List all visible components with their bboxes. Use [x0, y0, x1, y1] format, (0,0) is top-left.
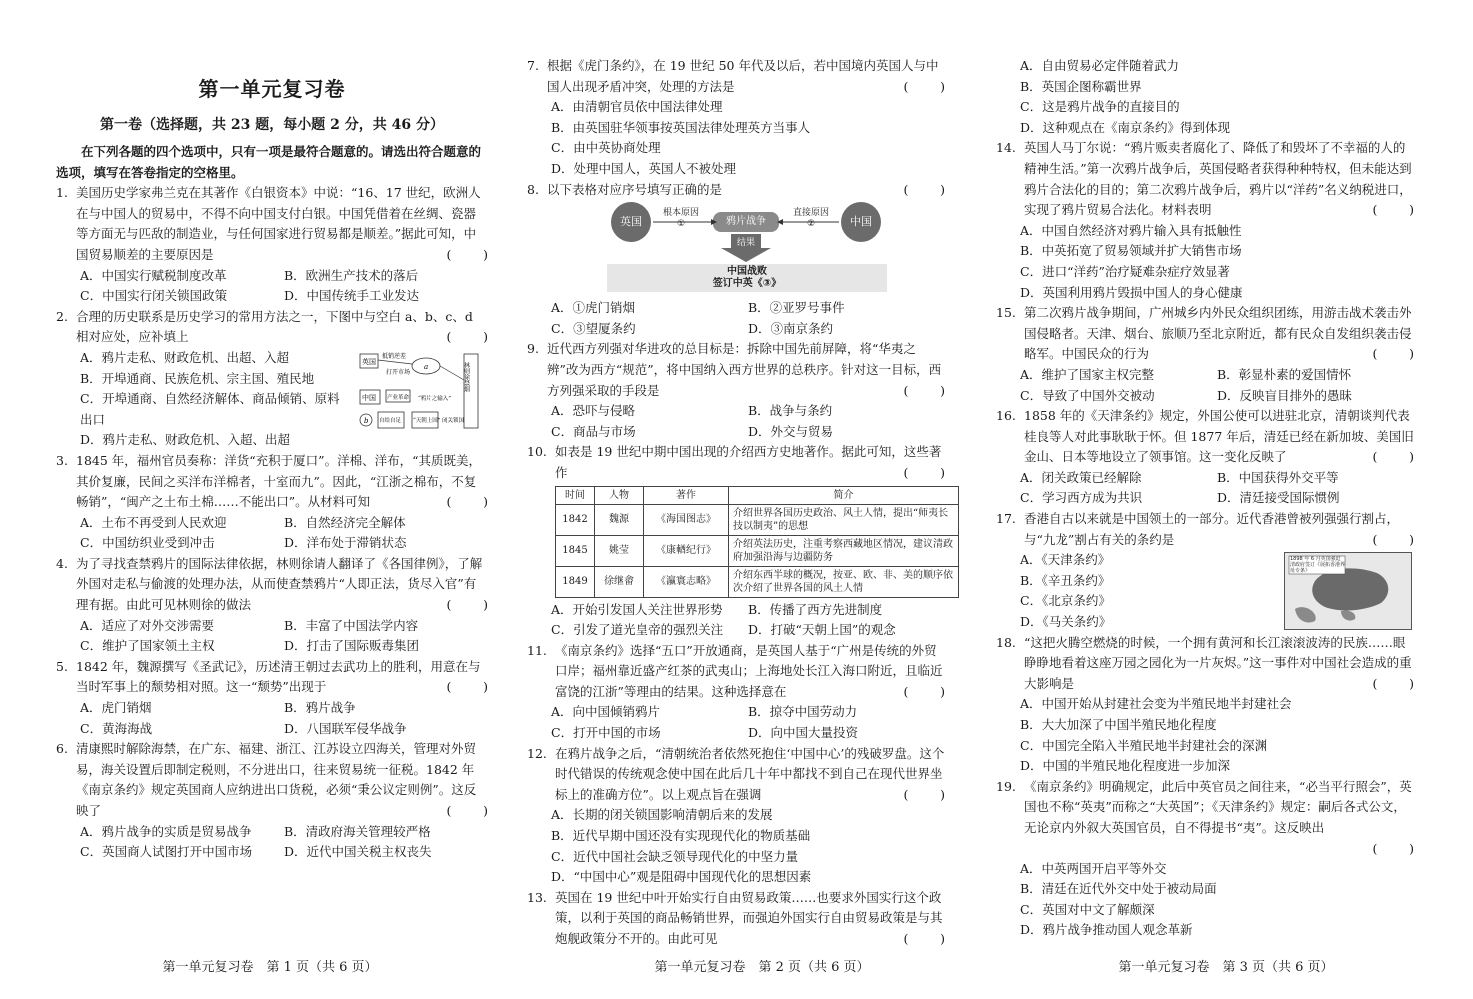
map-graphic: [1285, 553, 1411, 629]
question-9: [527, 339, 945, 442]
question-5: [56, 657, 488, 739]
question-stem: 根据《虎门条约》，在 19 世纪 50 年代及以后，若中国境内英国人与中国人出现矛盾冲突，处理的方法是: [547, 58, 939, 94]
question-15: [996, 303, 1414, 406]
option-d: D．中国的半殖民地化程度进一步加深: [1020, 758, 1231, 774]
question-13: [527, 888, 945, 950]
answer-bracket: ( ): [446, 597, 488, 613]
question-10: [527, 442, 953, 640]
option-d: D．这种观点在《南京条约》得到体现: [1020, 119, 1231, 135]
question-8: [527, 180, 945, 340]
option-c: C．中国完全陷入半殖民地半封建社会的深渊: [1020, 737, 1268, 753]
option-b: B．中英拓宽了贸易领域并扩大销售市场: [1020, 243, 1242, 259]
question-number: 14.: [996, 140, 1016, 156]
option-d: D．八国联军侵华战争: [284, 720, 407, 736]
question-stem: 合理的历史联系是历史学习的常用方法之一，下图中与空白 a、b、c、d 相对应处，应补填上: [76, 308, 473, 345]
label-result: 结果: [736, 238, 755, 249]
option-a: A．维护了国家主权完整: [1020, 366, 1155, 382]
cell-time: 1842: [556, 504, 595, 535]
diagram-label-england: 英国: [362, 357, 376, 366]
diagram-label-closed: 闭关锁国: [442, 417, 465, 424]
option-c: C．打开中国的市场: [551, 725, 661, 741]
option-a: A．适应了对外交涉需要: [80, 617, 215, 633]
option-a: A．中国实行赋税制度改革: [80, 267, 227, 283]
table-row: [556, 535, 959, 566]
header-work: 著作: [644, 486, 729, 504]
cell-time: 1845: [556, 535, 595, 566]
question-stem: 美国历史学家弗兰克在其著作《白银资本》中说：“16、17 世纪，欧洲人在与中国人的贸易中，不得不向中国支付白银。中国凭借着在丝绸、瓷器等方面无与匹敌的制造业，与任何国家进行贸易都是顺差。”据此可知，中国贸易顺差的主要原因是: [76, 185, 481, 262]
option-c: C．商品与市场: [551, 423, 636, 439]
answer-bracket: ( ): [1372, 202, 1414, 218]
question-stem: 《南京条约》明确规定，此后中英官员之间往来，“必当平行照会”，英国也不称“英夷”而称之“大英国”；《天津条约》规定：嗣后各式公文，无论京内外叙大英国官员，自不得提书“夷”。这反映出: [1024, 778, 1412, 835]
question-number: 18.: [996, 634, 1016, 650]
question-stem: 1845 年，福州官员奏称：洋货“充积于厦口”。洋棉、洋布，“其质既美，其价复廉，民间之买洋布洋棉者，十室而九”。因此，“江浙之棉布，不复畅销”，“闽产之土布土棉……不能出口”。从材料可知: [76, 452, 481, 510]
question-stem: 以下表格对应序号填写正确的是: [547, 181, 723, 197]
node-china: 中国: [841, 202, 881, 242]
question-number: 6.: [56, 741, 68, 757]
answer-bracket: ( ): [446, 246, 488, 262]
answer-bracket: ( ): [446, 803, 488, 818]
option-d: D．《马关条约》: [1020, 614, 1112, 630]
question-number: 19.: [996, 778, 1016, 794]
question-number: 17.: [996, 511, 1016, 527]
option-c: C．学习西方成为共识: [1020, 490, 1143, 506]
option-c: C．导致了中国外交被动: [1020, 387, 1155, 403]
answer-bracket: ( ): [903, 464, 945, 480]
works-table: [555, 486, 959, 598]
option-d: D．打破“天朝上国”的观念: [748, 622, 896, 638]
option-a: A．中英两国开启平等外交: [1020, 860, 1167, 876]
cell-intro: 介绍世界各国历史政治、风土人情，提出“师夷长技以制夷”的思想: [729, 504, 959, 535]
svg-text:b: b: [364, 416, 369, 425]
question-stem: 近代西方列强对华进攻的总目标是：拆除中国先前屏障，将“华夷之辨”改为西方“规范”，将中国纳入西方世界的总秩序。针对这一目标，西方列强采取的手段是: [547, 341, 942, 398]
option-b: B．自然经济完全解体: [284, 514, 406, 530]
option-d: D．处理中国人，英国人不被处理: [551, 160, 737, 176]
cell-person: 姚莹: [595, 535, 644, 566]
table-row: [556, 504, 959, 535]
page-footer-2: 第一单元复习卷 第 2 页（共 6 页）: [654, 960, 870, 975]
option-b: B．传播了西方先进制度: [748, 601, 883, 617]
option-d: D．中国传统手工业发达: [284, 288, 420, 304]
option-c: C．中国纺织业受到冲击: [80, 535, 215, 551]
option-d: D．近代中国关税主权丧失: [284, 844, 432, 860]
instructions: 在下列各题的四个选项中，只有一项是最符合题意的。请选出符合题意的选项，填写在答卷指定的空格里。: [56, 144, 482, 180]
question-stem: 《南京条约》选择“五口”开放通商，是英国人基于“广州是传统的外贸口岸；福州靠近盛产红茶的武夷山；上海地处长江入海口附近，且临近富饶的江浙”等理由的结果。这种选择意在: [555, 642, 943, 699]
option-b: B．清政府海关管理较严格: [284, 823, 431, 839]
option-b: B．丰富了中国法学内容: [284, 617, 419, 633]
option-a: A．①虎门销烟: [551, 300, 636, 316]
option-a: A．长期的闭关锁国影响清朝后来的发展: [551, 807, 773, 823]
option-b: B．开埠通商、民族危机、宗主国、殖民地: [80, 370, 315, 386]
question-stem: 1858 年的《天津条约》规定，外国公使可以进驻北京，清朝谈判代表桂良等人对此事耿耿于怀。但 1877 年后，清廷已经在新加坡、美国旧金山、日本等地设立了领事馆。这一变化反映了: [1024, 408, 1414, 465]
option-c: C．引发了道光皇帝的强烈关注: [551, 622, 724, 638]
option-b: B．彰显朴素的爱国情怀: [1217, 366, 1352, 382]
option-b: B．《辛丑条约》: [1020, 572, 1111, 588]
option-c: C．黄海海战: [80, 720, 153, 736]
diagram-label-industry: 产业革命: [387, 394, 410, 401]
node-opium-war: 鸦片战争: [713, 212, 779, 232]
option-c: C．进口“洋药”治疗疑难杂症疗效显著: [1020, 263, 1230, 279]
question-number: 16.: [996, 408, 1016, 424]
header-time: 时间: [556, 486, 595, 504]
diagram-label-open-market: 打开市场: [386, 368, 411, 376]
cell-person: 徐继畬: [595, 566, 644, 597]
question-number: 10.: [527, 444, 547, 460]
option-a: A．虎门销烟: [80, 700, 152, 716]
cell-intro: 介绍东西半球的概况，按亚、欧、非、美的顺序依次介绍了世界各国的风土人情: [729, 566, 959, 597]
question-stem: 香港自古以来就是中国领土的一部分。近代香港曾被列强强行割占，与“九龙”割占有关的条约是: [1024, 511, 1400, 547]
question-14: [996, 138, 1414, 303]
option-b: B．鸦片战争: [284, 700, 356, 716]
option-d: D．③南京条约: [748, 320, 834, 336]
option-a: A．向中国倾销鸦片: [551, 704, 661, 720]
option-d: D．“中国中心”观是阻碍中国现代化的思想因素: [551, 869, 812, 885]
header-intro: 简介: [729, 486, 959, 504]
question-number: 12.: [527, 745, 547, 761]
option-a: A．土布不再受到人民欢迎: [80, 514, 227, 530]
question-number: 8.: [527, 181, 539, 197]
option-a: A．《天津条约》: [1020, 552, 1111, 568]
option-c: C．维护了国家领土主权: [80, 638, 215, 654]
result-box: 中国战败 签订中英《③》: [607, 264, 887, 292]
question-17: [996, 509, 1414, 633]
option-b: B．大大加深了中国半殖民地化程度: [1020, 717, 1217, 732]
option-b: B．中国获得外交平等: [1217, 469, 1339, 485]
question-3: [56, 451, 488, 554]
option-a: A．开始引发国人关注世界形势: [551, 601, 723, 617]
relation-diagram: [356, 350, 482, 434]
section-heading: 第一卷（选择题，共 23 题，每小题 2 分，共 46 分）: [100, 117, 444, 133]
question-2: [56, 307, 488, 451]
option-a: A．自由贸易必定伴随着武力: [1020, 58, 1180, 73]
cell-work: 《康輶纪行》: [644, 535, 729, 566]
question-stem: 在鸦片战争之后，“清朝统治者依然死抱住‘中国中心’的残破罗盘。这个时代错误的传统观念使中国在此后几十年中都找不到自己在现代世界坐标上的准确方位”。以上观点旨在强调: [555, 745, 945, 802]
table-row: [556, 566, 959, 597]
question-11: [527, 641, 945, 744]
option-d: D．鸦片走私、财政危机、入超、出超: [80, 432, 291, 448]
question-stem: 第二次鸦片战争期间，广州城乡内外民众组织团练，用游击战术袭击外国侵略者。天津、烟台、旅顺乃至北京附近，都有民众自发组织袭击侵略军。中国民众的行为: [1024, 305, 1412, 362]
option-d: D．清廷接受国际惯例: [1217, 490, 1340, 506]
option-b: B．战争与条约: [748, 403, 833, 419]
question-18: [996, 633, 1414, 777]
question-6: [56, 739, 488, 863]
question-number: 11.: [527, 642, 547, 658]
answer-bracket: ( ): [903, 78, 945, 94]
option-a: A．由清朝官员依中国法律处理: [551, 99, 723, 115]
answer-bracket: ( ): [1372, 531, 1414, 547]
option-d: D．向中国大量投资: [748, 725, 859, 741]
cell-intro: 介绍英法历史，注重考察西藏地区情况，建议清政府加强沿海与边疆防务: [729, 535, 959, 566]
question-number: 9.: [527, 341, 539, 357]
question-16: [996, 406, 1414, 509]
option-a: A．中国自然经济对鸦片输入具有抵触性: [1020, 222, 1242, 238]
hongkong-map: [1284, 552, 1412, 630]
flow-diagram: [587, 202, 887, 294]
cell-work: 《瀛寰志略》: [644, 566, 729, 597]
question-number: 5.: [56, 658, 68, 674]
page-2-column: [527, 56, 953, 950]
question-7: [527, 56, 945, 180]
question-number: 4.: [56, 555, 68, 571]
answer-bracket: ( ): [1372, 449, 1414, 465]
option-b: B．由英国驻华领事按英国法律处理英方当事人: [551, 119, 811, 135]
option-b: B．欧洲生产技术的落后: [284, 267, 419, 283]
option-a: A．鸦片走私、财政危机、出超、入超: [80, 349, 290, 365]
diagram-label-selfsufficient: 自给自足: [379, 417, 402, 424]
option-c: C．《北京条约》: [1020, 593, 1111, 609]
option-c: C．近代中国社会缺乏领导现代化的中坚力量: [551, 848, 799, 864]
page-footer-3: 第一单元复习卷 第 3 页（共 6 页）: [1118, 960, 1334, 975]
question-stem: 如表是 19 世纪中期中国出现的介绍西方史地著作。据此可知，这些著作: [555, 444, 942, 480]
question-stem: 清康熙时解除海禁，在广东、福建、浙江、江苏设立四海关，管理对外贸易，海关设置后即制定税则，不分进出口，往来贸易统一征税。1842 年《南京条约》规定英国商人应纳进出口货税，必须“秉公议定则例”。这反映了: [76, 741, 477, 818]
node-england: 英国: [611, 202, 651, 242]
answer-bracket: ( ): [1372, 675, 1414, 691]
option-a: A．鸦片战争的实质是贸易战争: [80, 823, 252, 839]
option-b: B．英国企图称霸世界: [1020, 78, 1142, 94]
svg-text:a: a: [424, 362, 429, 371]
question-number: 3.: [56, 452, 68, 468]
label-direct-cause: 直接原因 ②: [792, 208, 829, 230]
option-c: C．英国商人试图打开中国市场: [80, 844, 253, 860]
question-4: [56, 554, 488, 657]
diagram-label-celestial: “天朝上国”: [413, 417, 441, 424]
option-c: C．中国实行闭关锁国政策: [80, 288, 228, 304]
cell-time: 1849: [556, 566, 595, 597]
question-number: 1.: [56, 185, 68, 201]
table-header-row: [556, 486, 959, 504]
question-number: 15.: [996, 305, 1016, 321]
answer-bracket: ( ): [446, 329, 488, 345]
option-c: C．英国对中文了解颇深: [1020, 901, 1155, 917]
question-stem: 1842 年，魏源撰写《圣武记》，历述清王朝过去武功上的胜利，用意在与当时军事上的颓势相对照。这一“颓势”出现于: [76, 658, 481, 695]
question-stem: 为了寻找查禁鸦片的国际法律依据，林则徐请人翻译了《各国律例》，了解外国对走私与偷渡的处理办法，从而使查禁鸦片“人即正法，货尽入官”有理有据。由此可见林则徐的做法: [76, 555, 483, 613]
page-title: 第一单元复习卷: [198, 77, 346, 101]
option-d: D．英国利用鸦片毁损中国人的身心健康: [1020, 284, 1243, 300]
option-b: B．②亚罗号事件: [748, 300, 845, 316]
option-a: A．中国开始从封建社会变为半殖民地半封建社会: [1020, 696, 1292, 712]
option-b: B．掠夺中国劳动力: [748, 704, 858, 720]
header-person: 人物: [595, 486, 644, 504]
option-d: D．外交与贸易: [748, 423, 834, 439]
option-c: C．开埠通商、自然经济解体、商品倾销、原料出口: [80, 391, 340, 427]
option-d: D．打击了国际贩毒集团: [284, 638, 420, 654]
diagram-label-opium: “鸦片之输入”: [418, 395, 452, 402]
diagram-label-offset: 抵销逆差: [382, 352, 407, 360]
option-d: D．鸦片战争推动国人观念革新: [1020, 922, 1193, 938]
option-b: B．近代早期中国还没有实现现代化的物质基础: [551, 828, 811, 844]
option-c: C．③望厦条约: [551, 320, 636, 336]
option-a: A．恐吓与侵略: [551, 403, 636, 419]
answer-bracket: ( ): [446, 679, 488, 695]
page-footer-1: 第一单元复习卷 第 1 页（共 6 页）: [162, 960, 378, 975]
question-stem: 英国在 19 世纪中叶开始实行自由贸易政策……也要求外国实行这个政策，以利于英国的商品畅销世界，而强迫外国实行自由贸易政策是与其炮舰政策分不开的。由此可见: [555, 889, 943, 946]
answer-bracket: ( ): [903, 683, 945, 699]
question-13-options: [996, 56, 1414, 138]
question-number: 13.: [527, 889, 547, 905]
cell-work: 《海国图志》: [644, 504, 729, 535]
option-a: A．闭关政策已经解除: [1020, 469, 1142, 485]
answer-bracket: ( ): [446, 494, 488, 510]
answer-bracket: ( ): [903, 382, 945, 398]
page-3-column: [996, 56, 1414, 941]
answer-bracket: ( ): [1372, 346, 1414, 362]
question-number: 7.: [527, 58, 539, 73]
option-b: B．清廷在近代外交中处于被动局面: [1020, 881, 1217, 897]
map-caption: 1898 年 6 月英国强迫清政府签订《展拓香港界址专条》: [1290, 556, 1345, 575]
option-d: D．洋布处于滞销状态: [284, 535, 407, 551]
question-1: [56, 183, 488, 307]
answer-bracket: ( ): [1372, 840, 1414, 856]
question-stem: 英国人马丁尔说：“鸦片贩卖者腐化了、降低了和毁坏了不幸福的人的精神生活。”第一次鸦片战争后，英国侵略者获得种种特权，但未能达到鸦片合法化的目的；第二次鸦片战争后，鸦片以“洋药”名义纳税进口，实现了鸦片贸易合法化。材料表明: [1024, 140, 1412, 218]
question-stem: “这把火腾空燃烧的时候，一个拥有黄河和长江滚滚波涛的民族……眼睁睁地看着这座万园之园化为一片灰烬。”这一事件对中国社会造成的重大影响是: [1024, 634, 1412, 691]
label-root-cause: 根本原因 ①: [662, 208, 699, 230]
page-1-column: [56, 74, 488, 863]
answer-bracket: ( ): [903, 181, 945, 197]
cell-person: 魏源: [595, 504, 644, 535]
question-number: 2.: [56, 308, 68, 324]
question-19: [996, 777, 1414, 941]
diagram-label-ban: 林则徐禁烟: [462, 361, 470, 392]
option-c: C．这是鸦片战争的直接目的: [1020, 99, 1180, 115]
question-12: [527, 744, 945, 888]
option-c: C．由中英协商处理: [551, 140, 661, 156]
answer-bracket: ( ): [903, 931, 945, 946]
option-d: D．反映盲目排外的愚昧: [1217, 387, 1353, 403]
diagram-label-china: 中国: [362, 393, 376, 402]
answer-bracket: ( ): [903, 786, 945, 802]
